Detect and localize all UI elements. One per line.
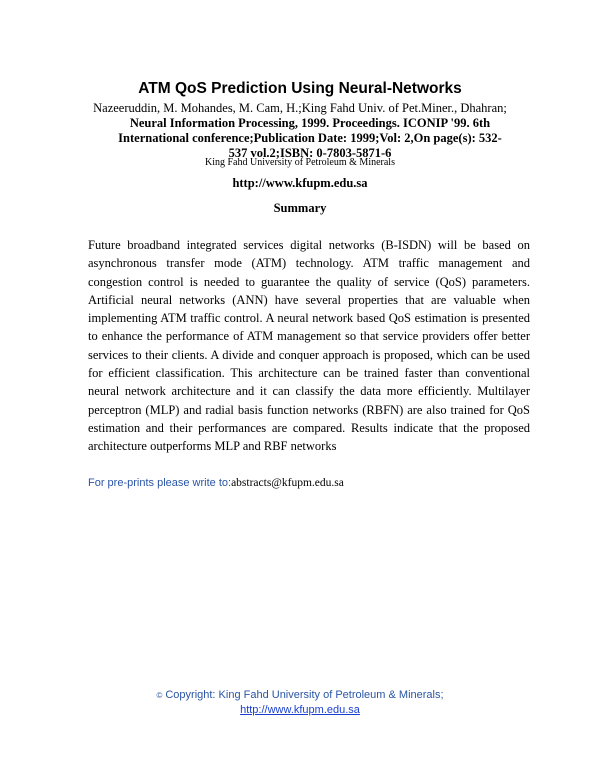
preprint-label: For pre-prints please write to:	[88, 477, 232, 489]
copyright-icon: ©	[156, 691, 163, 700]
institution-name: King Fahd University of Petroleum & Minerals	[205, 157, 395, 168]
copyright-text: Copyright: King Fahd University of Petroleum & Minerals;	[165, 689, 444, 701]
summary-text: Future broadband integrated services digital networks (B-ISDN) will be based on asynchronous transfer mode (ATM) technology. ATM traffic management and congestion control is needed to guarantee the quality of service (QoS) parameters. Artificial neural networks (ANN) have several properties that are valuable when implementing ATM traffic control. A neural network based QoS estimation is presented to enhance the performance of ATM management so that service providers offer better services to their clients. A divide and conquer approach is proposed, which can be used for efficient classification. This architecture can be trained faster than conventional neural network architecture and it can classify the data more efficiently. Multilayer perceptron (MLP) and radial basis function networks (RBFN) are also trained for QoS estimation and their performances are compared. Results indicate that the proposed architecture outperforms MLP and RBF networks	[88, 238, 530, 454]
authors-line: Nazeeruddin, M. Mohandes, M. Cam, H.;King Fahd Univ. of Pet.Miner., Dhahran;	[93, 101, 507, 115]
footer-copyright	[0, 688, 600, 703]
publication-source: Neural Information Processing, 1999. Proceedings. ICONIP '99. 6th International conference;Publication Date: 1999;Vol: 2,On page(s): 532-537 vol.2;ISBN: 0-7803-5871-6	[118, 116, 502, 160]
footer-link[interactable]: http://www.kfupm.edu.sa	[240, 704, 360, 716]
footer-url-line	[0, 703, 600, 717]
paper-title: ATM QoS Prediction Using Neural-Networks	[138, 80, 462, 97]
summary-heading: Summary	[273, 201, 327, 215]
preprint-notice	[88, 476, 344, 490]
preprint-email: abstracts@kfupm.edu.sa	[231, 477, 344, 489]
header-url: http://www.kfupm.edu.sa	[232, 176, 368, 190]
